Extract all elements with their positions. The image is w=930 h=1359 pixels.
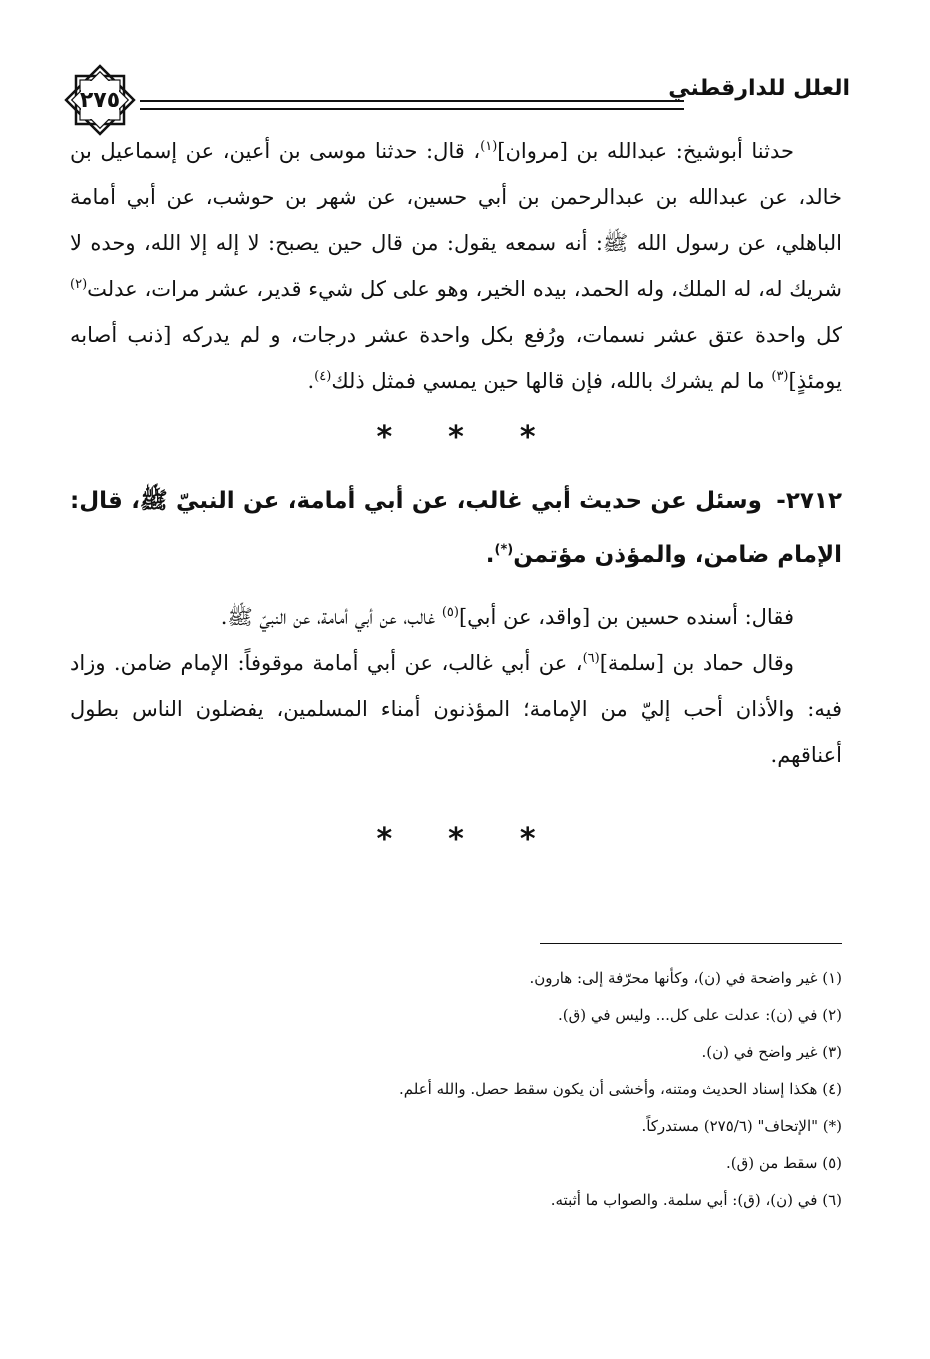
text-segment: ما لم يشرك بالله، فإن قالها حين يمسي فمثل ذلك — [331, 369, 772, 393]
text-segment: غالب، عن أبي أمامة، عن النبيّ ﷺ. — [220, 605, 442, 629]
answer-paragraph — [70, 594, 842, 640]
separator-star: * — [376, 420, 393, 455]
text-segment: . — [307, 369, 315, 393]
separator-star: * — [519, 822, 536, 857]
entry-number: ٢٧١٢- — [776, 488, 842, 514]
footnote-ref-star: (*) — [494, 542, 514, 558]
header-rule — [140, 100, 684, 110]
separator-star: * — [448, 822, 464, 857]
text-segment: وقال حماد بن [سلمة] — [599, 651, 794, 675]
section-separator — [70, 418, 842, 458]
book-title: العلل للدارقطني — [668, 76, 850, 101]
text-segment: فقال: أسنده حسين بن [واقد، عن أبي] — [458, 605, 794, 629]
footnote-ref-1: (١) — [480, 139, 498, 154]
text-segment: ، عن أبي غالب، عن أبي أمامة موقوفاً: الإمام ضامن. وزاد فيه: والأذان أحب إليّ من الإمامة؛ المؤذنون أمناء المسلمين، يفضلون الناس بطول أعناقهم. — [70, 651, 842, 767]
separator-star: * — [519, 420, 536, 455]
entry-heading — [70, 474, 842, 582]
footnote-ref-3: (٣) — [771, 369, 789, 384]
hadith-paragraph — [70, 128, 842, 404]
footnote: (٢) في (ن): عدلت على كل... وليس في (ق). — [558, 1006, 842, 1024]
page-number-badge — [62, 62, 138, 138]
footnote-ref-2: (٢) — [70, 277, 88, 292]
footnote: (*) "الإتحاف" (٢٧٥/٦) مستدركاً. — [641, 1117, 842, 1135]
footnote-ref-6: (٦) — [582, 651, 600, 666]
text-segment: كل واحدة عتق عشر نسمات، ورُفع بكل واحدة عشر درجات، و لم يدركه [ذنب أصابه يومئذٍ] — [70, 323, 842, 393]
footnotes — [282, 960, 842, 1219]
text-segment: حدثنا أبوشيخ: عبدالله بن [مروان] — [497, 139, 794, 163]
main-text — [70, 128, 842, 876]
page-header — [62, 62, 850, 134]
footnote: (٤) هكذا إسناد الحديث ومتنه، وأخشى أن يكون سقط حصل. والله أعلم. — [399, 1080, 842, 1098]
separator-star: * — [448, 420, 464, 455]
text-segment: . — [485, 542, 495, 568]
section-separator — [70, 820, 842, 860]
footnote: (٦) في (ن)، (ق): أبي سلمة. والصواب ما أثبته. — [550, 1191, 842, 1209]
page-number: ٢٧٥ — [79, 87, 121, 113]
footnote-ref-5: (٥) — [441, 605, 459, 620]
footnote: (٣) غير واضح في (ن). — [701, 1043, 842, 1061]
entry-question: وسئل عن حديث أبي غالب، عن أبي أمامة، عن النبيّ ﷺ، قال: الإمام ضامن، والمؤذن مؤتمن — [70, 488, 842, 568]
separator-star: * — [376, 822, 393, 857]
footnote-divider — [540, 943, 842, 944]
answer-paragraph — [70, 640, 842, 778]
footnote-ref-4: (٤) — [314, 369, 332, 384]
footnote: (١) غير واضحة في (ن)، وكأنها محرّفة إلى: هارون. — [529, 969, 842, 987]
footnote: (٥) سقط من (ق). — [725, 1154, 842, 1172]
text-segment: ، قال: حدثنا موسى بن أعين، عن إسماعيل بن خالد، عن عبدالله بن عبدالرحمن بن أبي حسين، عن شهر بن حوشب، عن أبي أمامة الباهلي، عن رسول الله ﷺ: أنه سمعه يقول: من قال حين يصبح: لا إله إلا الله، وحده لا شريك له، له الملك، وله الحمد، بيده الخير، وهو على كل شيء قدير، عشر مرات، عدلت — [70, 139, 842, 301]
